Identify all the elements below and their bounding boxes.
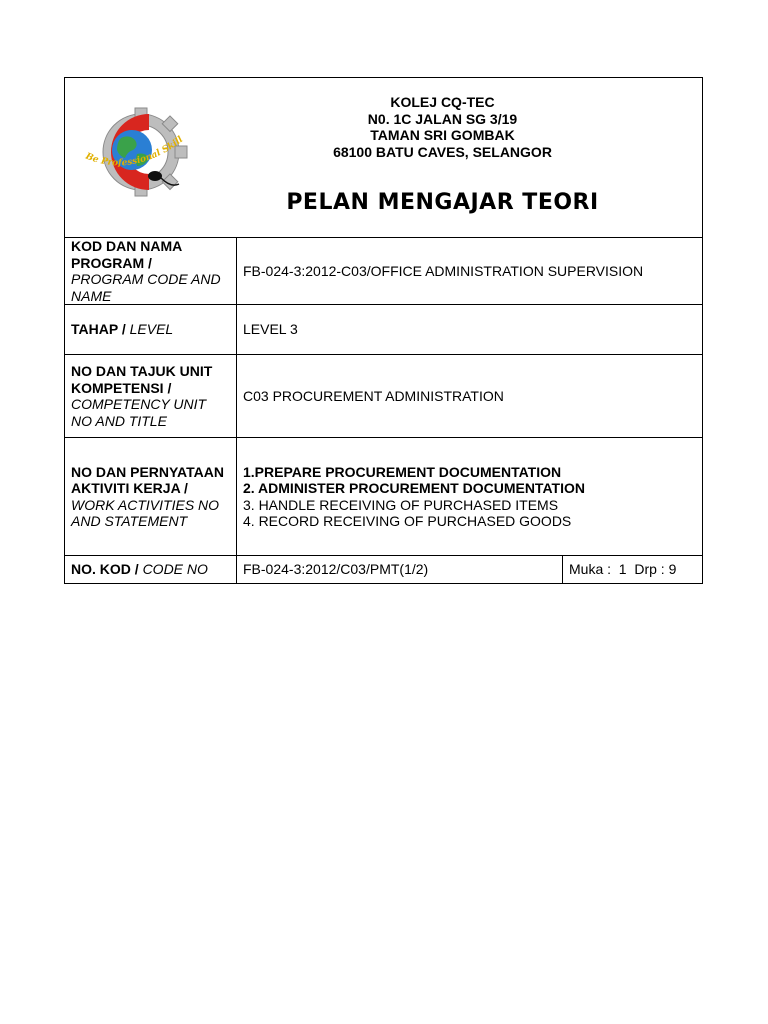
address-line: TAMAN SRI GOMBAK [370,127,515,143]
activities-label-bold: NO DAN PERNYATAAN AKTIVITI KERJA / [71,463,224,496]
level-label-italic: LEVEL [129,321,174,338]
activity-item: 4. RECORD RECEIVING OF PURCHASED GOODS [243,513,572,529]
program-row [65,238,703,305]
code-value: FB-024-3:2012/C03/PMT(1/2) [237,556,563,584]
activities-list [237,438,703,556]
unit-row [65,355,703,438]
logo-text: Be Professional Skill [83,134,186,169]
college-address [65,94,768,160]
code-label-italic: CODE NO [142,561,208,578]
activities-label-italic: WORK ACTIVITIES NO AND STATEMENT [71,496,220,529]
code-row [65,556,703,584]
activities-row [65,438,703,556]
address-line: 68100 BATU CAVES, SELANGOR [333,143,552,160]
program-label-italic: PROGRAM CODE AND NAME [71,271,221,304]
page-number: Muka : 1 Drp : 9 [563,556,703,584]
document-title: PELAN MENGAJAR TEORI [286,190,599,215]
lesson-plan-table [64,77,703,584]
level-label [65,305,237,355]
program-label-bold: KOD DAN NAMA PROGRAM / [71,238,182,271]
address-line: N0. 1C JALAN SG 3/19 [367,110,518,127]
unit-label [65,355,237,438]
activity-item: 1.PREPARE PROCUREMENT DOCUMENTATION [243,463,562,480]
program-label [65,238,237,305]
activity-item: 2. ADMINISTER PROCUREMENT DOCUMENTATION [243,480,585,496]
unit-label-italic: COMPETENCY UNIT NO AND TITLE [71,396,207,429]
address-line: KOLEJ CQ-TEC [390,94,495,110]
activity-item: 3. HANDLE RECEIVING OF PURCHASED ITEMS [243,496,559,513]
level-label-bold: TAHAP / [71,321,126,338]
code-label [65,556,237,584]
code-label-bold: NO. KOD / [71,561,139,578]
unit-label-bold: NO DAN TAJUK UNIT KOMPETENSI / [71,363,213,396]
activities-label [65,438,237,556]
level-row [65,305,703,355]
unit-value: C03 PROCUREMENT ADMINISTRATION [237,355,703,438]
document-header [65,78,703,238]
level-value: LEVEL 3 [237,305,703,355]
program-value: FB-024-3:2012-C03/OFFICE ADMINISTRATION SUPERVISION [237,238,703,305]
